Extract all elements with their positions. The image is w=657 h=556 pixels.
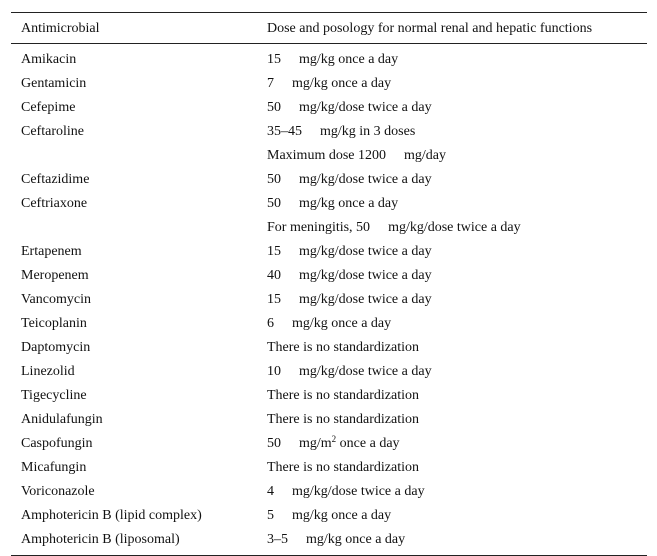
table-row bbox=[11, 408, 647, 432]
antimicrobial-name: Amikacin bbox=[21, 52, 77, 67]
antimicrobial-name: Gentamicin bbox=[21, 76, 87, 91]
dose-line bbox=[267, 408, 647, 432]
table-body bbox=[11, 44, 647, 555]
dose-cell bbox=[256, 504, 647, 528]
dose-line bbox=[267, 264, 647, 288]
table-row bbox=[11, 264, 647, 288]
table-row bbox=[11, 240, 647, 264]
table-row bbox=[11, 384, 647, 408]
dose-line bbox=[267, 96, 647, 120]
dose-line bbox=[267, 384, 647, 408]
dose-cell bbox=[256, 120, 647, 168]
antimicrobial-name: Meropenem bbox=[21, 268, 89, 283]
dosage-table bbox=[11, 12, 647, 556]
antimicrobial-name: Anidulafungin bbox=[21, 412, 103, 427]
antimicrobial-name: Voriconazole bbox=[21, 484, 95, 499]
dose-text: There is no standardization bbox=[267, 388, 420, 403]
dose-value: 5 bbox=[267, 508, 274, 523]
dose-text: There is no standardization bbox=[267, 340, 420, 355]
dose-cell bbox=[256, 168, 647, 192]
antimicrobial-name: Linezolid bbox=[21, 364, 75, 379]
dose-value: 50 bbox=[267, 100, 281, 115]
dose-text: mg/kg once a day bbox=[292, 508, 392, 523]
antimicrobial-name: Daptomycin bbox=[21, 340, 91, 355]
antimicrobial-name: Ceftaroline bbox=[21, 124, 84, 139]
dose-value: 10 bbox=[267, 364, 281, 379]
table-row bbox=[11, 168, 647, 192]
dose-line bbox=[267, 480, 647, 504]
antimicrobial-name: Ertapenem bbox=[21, 244, 82, 259]
dose-text: mg/kg once a day bbox=[292, 76, 392, 91]
dose-text: mg/m bbox=[299, 436, 332, 451]
antimicrobial-name: Ceftriaxone bbox=[21, 196, 88, 211]
dose-cell bbox=[256, 456, 647, 480]
table-row bbox=[11, 288, 647, 312]
dose-value: 3–5 bbox=[267, 532, 288, 547]
dose-text: mg/kg/dose twice a day bbox=[299, 292, 432, 307]
dose-text: mg/kg/dose twice a day bbox=[388, 220, 521, 235]
dose-line bbox=[267, 312, 647, 336]
dose-value: 50 bbox=[267, 436, 281, 451]
dose-text: mg/kg/dose twice a day bbox=[299, 100, 432, 115]
antimicrobial-name: Amphotericin B (liposomal) bbox=[21, 532, 180, 547]
dose-value: 40 bbox=[267, 268, 281, 283]
dose-line bbox=[267, 504, 647, 528]
antimicrobial-name: Cefepime bbox=[21, 100, 76, 115]
dose-line bbox=[267, 360, 647, 384]
antimicrobial-name: Vancomycin bbox=[21, 292, 91, 307]
dose-line bbox=[267, 48, 647, 72]
antimicrobial-name: Caspofungin bbox=[21, 436, 93, 451]
dose-text: mg/kg once a day bbox=[292, 316, 392, 331]
table-row bbox=[11, 528, 647, 552]
dose-text: mg/day bbox=[404, 148, 446, 163]
dose-line bbox=[267, 120, 647, 144]
dose-text: mg/kg/dose twice a day bbox=[299, 364, 432, 379]
dose-text: mg/kg once a day bbox=[299, 52, 399, 67]
table-row bbox=[11, 360, 647, 384]
superscript: 2 bbox=[331, 434, 337, 444]
table-row bbox=[11, 120, 647, 168]
dose-line bbox=[267, 144, 647, 168]
dose-value: 50 bbox=[267, 172, 281, 187]
dose-cell bbox=[256, 48, 647, 72]
dose-line bbox=[267, 72, 647, 96]
dose-cell bbox=[256, 312, 647, 336]
dose-value: 4 bbox=[267, 484, 274, 499]
table-header bbox=[11, 13, 647, 43]
header-antimicrobial: Antimicrobial bbox=[21, 20, 100, 36]
table-row bbox=[11, 48, 647, 72]
antimicrobial-name: Micafungin bbox=[21, 460, 87, 475]
dose-cell bbox=[256, 432, 647, 456]
dose-line bbox=[267, 456, 647, 480]
dose-value: 50 bbox=[267, 196, 281, 211]
antimicrobial-name: Ceftazidime bbox=[21, 172, 90, 187]
dose-text: There is no standardization bbox=[267, 460, 420, 475]
table-row bbox=[11, 504, 647, 528]
dose-cell bbox=[256, 240, 647, 264]
dose-text: mg/kg once a day bbox=[306, 532, 406, 547]
table-row bbox=[11, 96, 647, 120]
dose-line bbox=[267, 168, 647, 192]
dose-text: mg/kg/dose twice a day bbox=[299, 268, 432, 283]
dose-text-suffix: once a day bbox=[336, 436, 400, 451]
dose-cell bbox=[256, 480, 647, 504]
antimicrobial-name: Teicoplanin bbox=[21, 316, 87, 331]
table-row bbox=[11, 72, 647, 96]
dose-text: mg/kg once a day bbox=[299, 196, 399, 211]
dose-value: 6 bbox=[267, 316, 274, 331]
dose-value: For meningitis, 50 bbox=[267, 220, 371, 235]
dose-cell bbox=[256, 288, 647, 312]
table-row bbox=[11, 336, 647, 360]
dose-text: mg/kg/dose twice a day bbox=[299, 244, 432, 259]
dose-text: There is no standardization bbox=[267, 412, 420, 427]
dose-value: 15 bbox=[267, 292, 281, 307]
dose-cell bbox=[256, 336, 647, 360]
table-row bbox=[11, 480, 647, 504]
antimicrobial-name: Tigecycline bbox=[21, 388, 87, 403]
dose-cell bbox=[256, 264, 647, 288]
dose-line bbox=[267, 216, 647, 240]
dose-line bbox=[267, 288, 647, 312]
dose-line bbox=[267, 528, 647, 552]
antimicrobial-name: Amphotericin B (lipid complex) bbox=[21, 508, 202, 523]
dose-cell bbox=[256, 192, 647, 240]
table-row bbox=[11, 312, 647, 336]
dose-text: mg/kg/dose twice a day bbox=[299, 172, 432, 187]
dose-line bbox=[267, 240, 647, 264]
dose-cell bbox=[256, 72, 647, 96]
dose-value: 35–45 bbox=[267, 124, 302, 139]
dose-cell bbox=[256, 96, 647, 120]
dose-text: mg/kg in 3 doses bbox=[320, 124, 416, 139]
dose-line bbox=[267, 192, 647, 216]
dose-line bbox=[267, 336, 647, 360]
dose-value: Maximum dose 1200 bbox=[267, 148, 386, 163]
header-dose: Dose and posology for normal renal and hepatic functions bbox=[267, 20, 593, 36]
dose-cell bbox=[256, 384, 647, 408]
table-row bbox=[11, 432, 647, 456]
dose-text: mg/kg/dose twice a day bbox=[292, 484, 425, 499]
dose-cell bbox=[256, 528, 647, 552]
table-row bbox=[11, 192, 647, 240]
dose-value: 7 bbox=[267, 76, 274, 91]
dose-line bbox=[267, 432, 647, 456]
dose-value: 15 bbox=[267, 52, 281, 67]
dose-cell bbox=[256, 408, 647, 432]
table-row bbox=[11, 456, 647, 480]
dose-cell bbox=[256, 360, 647, 384]
dose-value: 15 bbox=[267, 244, 281, 259]
